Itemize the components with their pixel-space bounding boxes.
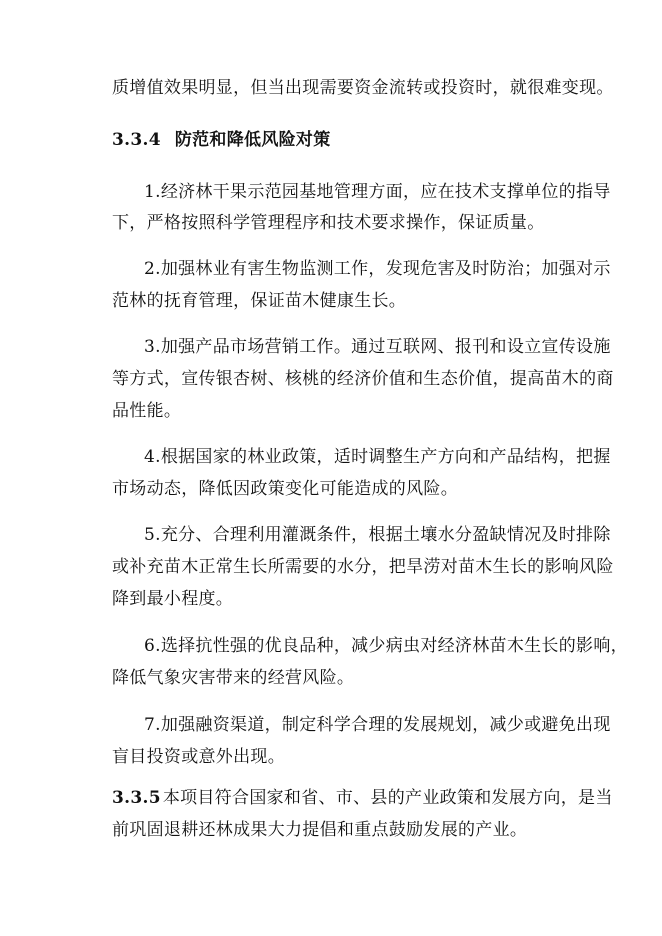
text-line: 1.经济林干果示范园基地管理方面，应在技术支撑单位的指导 xyxy=(144,182,611,202)
text-line: 6.选择抗性强的优良品种，减少病虫对经济林苗木生长的影响， xyxy=(144,636,628,656)
text-line: 市场动态，降低因政策变化可能造成的风险。 xyxy=(112,479,458,499)
section-number: 3.3.4 xyxy=(112,130,161,150)
text-line: 品性能。 xyxy=(112,401,182,421)
section-title: 防范和降低风险对策 xyxy=(174,130,331,150)
section-heading xyxy=(112,128,331,152)
subsection-text: 本项目符合国家和省、市、县的产业政策和发展方向，是当 xyxy=(162,788,613,808)
text-line: 5.充分、合理利用灌溉条件，根据土壤水分盈缺情况及时排除 xyxy=(144,525,611,545)
text-line: 或补充苗木正常生长所需要的水分，把旱涝对苗木生长的影响风险 xyxy=(112,557,614,577)
text-line: 3.加强产品市场营销工作。通过互联网、报刊和设立宣传设施 xyxy=(144,337,611,357)
text-line: 4.根据国家的林业政策，适时调整生产方向和产品结构，把握 xyxy=(144,447,611,467)
text-line: 等方式，宣传银杏树、核桃的经济价值和生态价值，提高苗木的商 xyxy=(112,369,614,389)
text-line: 7.加强融资渠道，制定科学合理的发展规划，减少或避免出现 xyxy=(144,715,611,735)
text-line: 盲目投资或意外出现。 xyxy=(112,747,285,767)
subsection-line xyxy=(112,786,613,810)
text-line: 2.加强林业有害生物监测工作，发现危害及时防治；加强对示 xyxy=(144,259,611,279)
text-line: 范林的抚育管理，保证苗木健康生长。 xyxy=(112,291,407,311)
text-line: 质增值效果明显，但当出现需要资金流转或投资时，就很难变现。 xyxy=(112,78,614,98)
text-line: 降到最小程度。 xyxy=(112,589,234,609)
text-line: 降低气象灾害带来的经营风险。 xyxy=(112,668,355,688)
subsection-number: 3.3.5 xyxy=(112,788,161,808)
text-line: 下，严格按照科学管理程序和技术要求操作，保证质量。 xyxy=(112,213,545,233)
text-line: 前巩固退耕还林成果大力提倡和重点鼓励发展的产业。 xyxy=(112,820,528,840)
